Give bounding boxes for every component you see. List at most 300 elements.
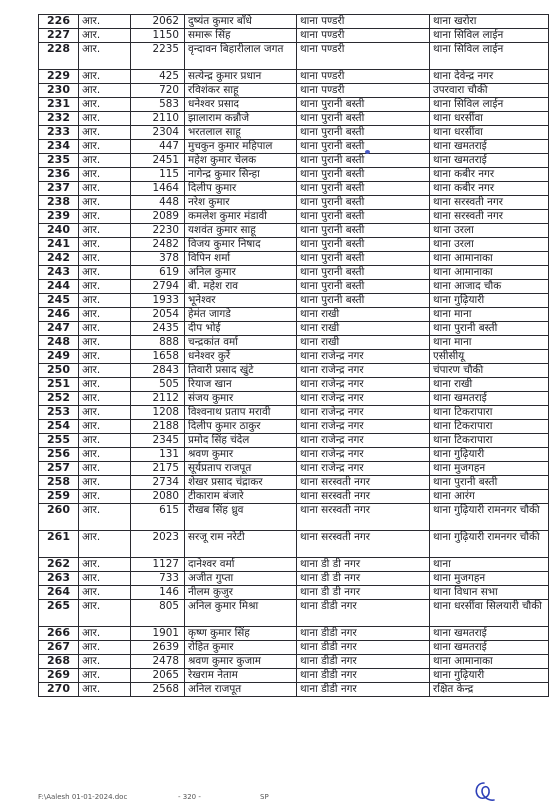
employee-name: धनेश्वर कुर्रे <box>185 350 297 364</box>
rank: आर. <box>79 29 131 43</box>
table-row <box>39 266 549 280</box>
new-posting: थाना धरसींवा <box>430 112 549 126</box>
table-row <box>39 154 549 168</box>
current-posting: थाना राजेन्द्र नगर <box>297 462 430 476</box>
table-row <box>39 558 549 572</box>
employee-name: दानेश्वर वर्मा <box>185 558 297 572</box>
employee-name: शेखर प्रसाद चंद्राकर <box>185 476 297 490</box>
serial-no: 255 <box>39 434 79 448</box>
table-row <box>39 350 549 364</box>
rank: आर. <box>79 112 131 126</box>
table-row <box>39 224 549 238</box>
employee-name: यशवंत कुमार साहू <box>185 224 297 238</box>
table-row <box>39 420 549 434</box>
rank: आर. <box>79 558 131 572</box>
rank: आर. <box>79 406 131 420</box>
serial-no: 241 <box>39 238 79 252</box>
rank: आर. <box>79 84 131 98</box>
table-row <box>39 364 549 378</box>
current-posting: थाना पुरानी बस्ती <box>297 126 430 140</box>
new-posting: थाना गुढ़ियारी <box>430 294 549 308</box>
current-posting: थाना सरस्वती नगर <box>297 476 430 490</box>
serial-no: 257 <box>39 462 79 476</box>
badge-no: 2023 <box>131 531 185 558</box>
badge-no: 2065 <box>131 669 185 683</box>
current-posting: थाना पुरानी बस्ती <box>297 182 430 196</box>
table-row <box>39 531 549 558</box>
current-posting: थाना पण्डरी <box>297 29 430 43</box>
current-posting: थाना सरस्वती नगर <box>297 504 430 531</box>
employee-name: झालाराम कन्नौजे <box>185 112 297 126</box>
badge-no: 2435 <box>131 322 185 336</box>
serial-no: 260 <box>39 504 79 531</box>
table-row <box>39 84 549 98</box>
serial-no: 262 <box>39 558 79 572</box>
footer-page-number: - 320 - <box>178 793 201 801</box>
new-posting: थाना <box>430 558 549 572</box>
rank: आर. <box>79 600 131 627</box>
employee-name: दिलीप कुमार ठाकुर <box>185 420 297 434</box>
current-posting: थाना डीडी नगर <box>297 683 430 697</box>
rank: आर. <box>79 448 131 462</box>
current-posting: थाना सरस्वती नगर <box>297 490 430 504</box>
current-posting: थाना पुरानी बस्ती <box>297 224 430 238</box>
employee-name: श्रवण कुमार <box>185 448 297 462</box>
employee-name: विजय कुमार निषाद <box>185 238 297 252</box>
badge-no: 2639 <box>131 641 185 655</box>
rank: आर. <box>79 641 131 655</box>
serial-no: 264 <box>39 586 79 600</box>
new-posting: थाना धरसींवा सिलयारी चौकी <box>430 600 549 627</box>
current-posting: थाना पण्डरी <box>297 43 430 70</box>
current-posting: थाना पुरानी बस्ती <box>297 238 430 252</box>
serial-no: 261 <box>39 531 79 558</box>
new-posting: थाना धरसींवा <box>430 126 549 140</box>
table-row <box>39 627 549 641</box>
badge-no: 1127 <box>131 558 185 572</box>
current-posting: थाना राजेन्द्र नगर <box>297 406 430 420</box>
current-posting: थाना राजेन्द्र नगर <box>297 392 430 406</box>
employee-name: मुचकुन कुमार महिपाल <box>185 140 297 154</box>
new-posting: थाना सरस्वती नगर <box>430 210 549 224</box>
new-posting: थाना माना <box>430 308 549 322</box>
table-row <box>39 252 549 266</box>
table-row <box>39 669 549 683</box>
badge-no: 1208 <box>131 406 185 420</box>
employee-name: बी. महेश राव <box>185 280 297 294</box>
new-posting: थाना खमतराई <box>430 154 549 168</box>
employee-name: सत्येन्द्र कुमार प्रधान <box>185 70 297 84</box>
rank: आर. <box>79 224 131 238</box>
rank: आर. <box>79 15 131 29</box>
serial-no: 242 <box>39 252 79 266</box>
table-row <box>39 29 549 43</box>
badge-no: 888 <box>131 336 185 350</box>
new-posting: थाना उरला <box>430 238 549 252</box>
new-posting: थाना गुढ़ियारी रामनगर चौकी <box>430 531 549 558</box>
employee-name: कमलेश कुमार मंडावी <box>185 210 297 224</box>
employee-name: प्रमोद सिंह चंदेल <box>185 434 297 448</box>
employee-name: चन्द्रकांत वर्मा <box>185 336 297 350</box>
rank: आर. <box>79 504 131 531</box>
rank: आर. <box>79 490 131 504</box>
serial-no: 270 <box>39 683 79 697</box>
table-row <box>39 476 549 490</box>
table-row <box>39 448 549 462</box>
new-posting: थाना कबीर नगर <box>430 182 549 196</box>
new-posting: थाना खरोरा <box>430 15 549 29</box>
badge-no: 378 <box>131 252 185 266</box>
new-posting: थाना टिकरापारा <box>430 420 549 434</box>
new-posting: रक्षित केन्द्र <box>430 683 549 697</box>
table-row <box>39 322 549 336</box>
table-row <box>39 572 549 586</box>
new-posting: थाना गुढ़ियारी <box>430 448 549 462</box>
badge-no: 1150 <box>131 29 185 43</box>
employee-name: सरजू राम नरेटी <box>185 531 297 558</box>
footer-mark: SP <box>260 793 269 801</box>
employee-name: संजय कुमार <box>185 392 297 406</box>
rank: आर. <box>79 43 131 70</box>
employee-name: टीकाराम बंजारे <box>185 490 297 504</box>
serial-no: 230 <box>39 84 79 98</box>
current-posting: थाना राखी <box>297 336 430 350</box>
serial-no: 247 <box>39 322 79 336</box>
current-posting: थाना राजेन्द्र नगर <box>297 434 430 448</box>
employee-name: दुष्यंत कुमार बाँधे <box>185 15 297 29</box>
current-posting: थाना राखी <box>297 308 430 322</box>
current-posting: थाना राजेन्द्र नगर <box>297 448 430 462</box>
serial-no: 229 <box>39 70 79 84</box>
employee-name: तिवारी प्रसाद खुंटे <box>185 364 297 378</box>
employee-name: दीप भोई <box>185 322 297 336</box>
footer-file-path: F:\Aalesh 01-01-2024.doc <box>38 793 128 801</box>
badge-no: 2175 <box>131 462 185 476</box>
new-posting: थाना सरस्वती नगर <box>430 196 549 210</box>
rank: आर. <box>79 322 131 336</box>
badge-no: 720 <box>131 84 185 98</box>
table-row <box>39 641 549 655</box>
table-row <box>39 504 549 531</box>
badge-no: 2054 <box>131 308 185 322</box>
rank: आर. <box>79 655 131 669</box>
badge-no: 2080 <box>131 490 185 504</box>
rank: आर. <box>79 392 131 406</box>
new-posting: थाना खमतराई <box>430 627 549 641</box>
new-posting: थाना राखी <box>430 378 549 392</box>
employee-name: रियाज खान <box>185 378 297 392</box>
table-row <box>39 586 549 600</box>
serial-no: 251 <box>39 378 79 392</box>
table-row <box>39 140 549 154</box>
rank: आर. <box>79 98 131 112</box>
new-posting: उपरवारा चौकी <box>430 84 549 98</box>
serial-no: 237 <box>39 182 79 196</box>
table-row <box>39 490 549 504</box>
employee-name: नागेन्द्र कुमार सिन्हा <box>185 168 297 182</box>
serial-no: 238 <box>39 196 79 210</box>
serial-no: 259 <box>39 490 79 504</box>
badge-no: 733 <box>131 572 185 586</box>
serial-no: 266 <box>39 627 79 641</box>
badge-no: 615 <box>131 504 185 531</box>
table-row <box>39 98 549 112</box>
current-posting: थाना डीडी नगर <box>297 627 430 641</box>
badge-no: 448 <box>131 196 185 210</box>
serial-no: 231 <box>39 98 79 112</box>
current-posting: थाना राजेन्द्र नगर <box>297 420 430 434</box>
badge-no: 505 <box>131 378 185 392</box>
employee-name: रेखराम नेताम <box>185 669 297 683</box>
rank: आर. <box>79 140 131 154</box>
rank: आर. <box>79 70 131 84</box>
table-row <box>39 308 549 322</box>
current-posting: थाना पुरानी बस्ती <box>297 210 430 224</box>
serial-no: 228 <box>39 43 79 70</box>
badge-no: 1933 <box>131 294 185 308</box>
serial-no: 240 <box>39 224 79 238</box>
current-posting: थाना पण्डरी <box>297 70 430 84</box>
serial-no: 269 <box>39 669 79 683</box>
new-posting: थाना गुढ़ियारी रामनगर चौकी <box>430 504 549 531</box>
new-posting: थाना पुरानी बस्ती <box>430 322 549 336</box>
table-row <box>39 168 549 182</box>
employee-name: महेश कुमार चेलक <box>185 154 297 168</box>
employee-name: रोहित कुमार <box>185 641 297 655</box>
current-posting: थाना डीडी नगर <box>297 669 430 683</box>
employee-name: धनेश्वर प्रसाद <box>185 98 297 112</box>
new-posting: चंपारण चौकी <box>430 364 549 378</box>
serial-no: 244 <box>39 280 79 294</box>
serial-no: 234 <box>39 140 79 154</box>
serial-no: 239 <box>39 210 79 224</box>
badge-no: 2304 <box>131 126 185 140</box>
serial-no: 233 <box>39 126 79 140</box>
employee-name: नीलम कुजुर <box>185 586 297 600</box>
rank: आर. <box>79 627 131 641</box>
rank: आर. <box>79 154 131 168</box>
table-row <box>39 378 549 392</box>
ink-dot <box>365 150 370 154</box>
new-posting: थाना आरंग <box>430 490 549 504</box>
serial-no: 254 <box>39 420 79 434</box>
current-posting: थाना राखी <box>297 322 430 336</box>
new-posting: थाना विधान सभा <box>430 586 549 600</box>
new-posting: थाना सिविल लाईन <box>430 43 549 70</box>
serial-no: 256 <box>39 448 79 462</box>
current-posting: थाना पुरानी बस्ती <box>297 140 430 154</box>
current-posting: थाना पुरानी बस्ती <box>297 266 430 280</box>
current-posting: थाना पुरानी बस्ती <box>297 294 430 308</box>
rank: आर. <box>79 196 131 210</box>
employee-name: वृन्दावन बिहारीलाल जगत <box>185 43 297 70</box>
current-posting: थाना डी डी नगर <box>297 558 430 572</box>
rank: आर. <box>79 434 131 448</box>
new-posting: थाना पुरानी बस्ती <box>430 476 549 490</box>
new-posting: थाना मुजगहन <box>430 572 549 586</box>
employee-name: अनिल राजपूत <box>185 683 297 697</box>
employee-name: रविशंकर साहू <box>185 84 297 98</box>
table-row <box>39 15 549 29</box>
current-posting: थाना पण्डरी <box>297 15 430 29</box>
transfer-table <box>38 14 549 697</box>
employee-name: भूनेश्वर <box>185 294 297 308</box>
serial-no: 252 <box>39 392 79 406</box>
table-row <box>39 406 549 420</box>
rank: आर. <box>79 462 131 476</box>
new-posting: थाना देवेन्द्र नगर <box>430 70 549 84</box>
badge-no: 131 <box>131 448 185 462</box>
current-posting: थाना पुरानी बस्ती <box>297 196 430 210</box>
serial-no: 243 <box>39 266 79 280</box>
badge-no: 2451 <box>131 154 185 168</box>
new-posting: थाना कबीर नगर <box>430 168 549 182</box>
serial-no: 246 <box>39 308 79 322</box>
new-posting: थाना खमतराई <box>430 140 549 154</box>
badge-no: 2482 <box>131 238 185 252</box>
serial-no: 248 <box>39 336 79 350</box>
rank: आर. <box>79 572 131 586</box>
serial-no: 250 <box>39 364 79 378</box>
current-posting: थाना डी डी नगर <box>297 572 430 586</box>
signature-mark <box>470 779 498 805</box>
table-row <box>39 336 549 350</box>
current-posting: थाना पुरानी बस्ती <box>297 154 430 168</box>
employee-name: सूर्यप्रताप राजपूत <box>185 462 297 476</box>
new-posting: थाना खमतराई <box>430 641 549 655</box>
new-posting: थाना टिकरापारा <box>430 434 549 448</box>
new-posting: थाना आमानाका <box>430 266 549 280</box>
new-posting: थाना आमानाका <box>430 655 549 669</box>
badge-no: 146 <box>131 586 185 600</box>
badge-no: 2568 <box>131 683 185 697</box>
new-posting: थाना सिविल लाईन <box>430 29 549 43</box>
table-row <box>39 280 549 294</box>
rank: आर. <box>79 308 131 322</box>
rank: आर. <box>79 364 131 378</box>
badge-no: 805 <box>131 600 185 627</box>
serial-no: 226 <box>39 15 79 29</box>
rank: आर. <box>79 476 131 490</box>
table-row <box>39 112 549 126</box>
rank: आर. <box>79 683 131 697</box>
badge-no: 2345 <box>131 434 185 448</box>
badge-no: 2110 <box>131 112 185 126</box>
serial-no: 258 <box>39 476 79 490</box>
serial-no: 265 <box>39 600 79 627</box>
badge-no: 583 <box>131 98 185 112</box>
current-posting: थाना पुरानी बस्ती <box>297 280 430 294</box>
rank: आर. <box>79 586 131 600</box>
table-row <box>39 294 549 308</box>
employee-name: कृष्ण कुमार सिंह <box>185 627 297 641</box>
serial-no: 232 <box>39 112 79 126</box>
badge-no: 2734 <box>131 476 185 490</box>
employee-name: विपिन शर्मा <box>185 252 297 266</box>
badge-no: 425 <box>131 70 185 84</box>
employee-name: श्रवण कुमार कुजाम <box>185 655 297 669</box>
serial-no: 249 <box>39 350 79 364</box>
serial-no: 268 <box>39 655 79 669</box>
table-row <box>39 434 549 448</box>
table-row <box>39 70 549 84</box>
employee-name: अजीत गुप्ता <box>185 572 297 586</box>
current-posting: थाना डीडी नगर <box>297 641 430 655</box>
rank: आर. <box>79 420 131 434</box>
current-posting: थाना सरस्वती नगर <box>297 531 430 558</box>
table-row <box>39 182 549 196</box>
rank: आर. <box>79 252 131 266</box>
badge-no: 2794 <box>131 280 185 294</box>
table-row <box>39 655 549 669</box>
badge-no: 2235 <box>131 43 185 70</box>
badge-no: 2843 <box>131 364 185 378</box>
current-posting: थाना राजेन्द्र नगर <box>297 350 430 364</box>
rank: आर. <box>79 266 131 280</box>
badge-no: 619 <box>131 266 185 280</box>
new-posting: थाना खमतराई <box>430 392 549 406</box>
current-posting: थाना डीडी नगर <box>297 655 430 669</box>
current-posting: थाना डी डी नगर <box>297 586 430 600</box>
rank: आर. <box>79 294 131 308</box>
badge-no: 2062 <box>131 15 185 29</box>
badge-no: 447 <box>131 140 185 154</box>
employee-name: अनिल कुमार <box>185 266 297 280</box>
current-posting: थाना राजेन्द्र नगर <box>297 364 430 378</box>
new-posting: थाना गुढ़ियारी <box>430 669 549 683</box>
badge-no: 2230 <box>131 224 185 238</box>
current-posting: थाना राजेन्द्र नगर <box>297 378 430 392</box>
serial-no: 267 <box>39 641 79 655</box>
serial-no: 253 <box>39 406 79 420</box>
current-posting: थाना डीडी नगर <box>297 600 430 627</box>
badge-no: 115 <box>131 168 185 182</box>
table-row <box>39 600 549 627</box>
employee-name: समारू सिंह <box>185 29 297 43</box>
serial-no: 227 <box>39 29 79 43</box>
serial-no: 263 <box>39 572 79 586</box>
rank: आर. <box>79 182 131 196</box>
new-posting: थाना मुजगहन <box>430 462 549 476</box>
rank: आर. <box>79 210 131 224</box>
employee-name: नरेश कुमार <box>185 196 297 210</box>
rank: आर. <box>79 126 131 140</box>
rank: आर. <box>79 168 131 182</box>
rank: आर. <box>79 669 131 683</box>
rank: आर. <box>79 531 131 558</box>
serial-no: 236 <box>39 168 79 182</box>
serial-no: 235 <box>39 154 79 168</box>
table-row <box>39 126 549 140</box>
badge-no: 1901 <box>131 627 185 641</box>
transfer-list-page <box>38 14 548 697</box>
badge-no: 2112 <box>131 392 185 406</box>
badge-no: 2478 <box>131 655 185 669</box>
rank: आर. <box>79 336 131 350</box>
employee-name: हेमंत जागडे <box>185 308 297 322</box>
new-posting: थाना आमानाका <box>430 252 549 266</box>
new-posting: थाना सिविल लाईन <box>430 98 549 112</box>
current-posting: थाना पुरानी बस्ती <box>297 112 430 126</box>
rank: आर. <box>79 280 131 294</box>
rank: आर. <box>79 378 131 392</box>
badge-no: 1658 <box>131 350 185 364</box>
badge-no: 2089 <box>131 210 185 224</box>
badge-no: 2188 <box>131 420 185 434</box>
rank: आर. <box>79 350 131 364</box>
new-posting: थाना उरला <box>430 224 549 238</box>
employee-name: रीखब सिंह ध्रुव <box>185 504 297 531</box>
